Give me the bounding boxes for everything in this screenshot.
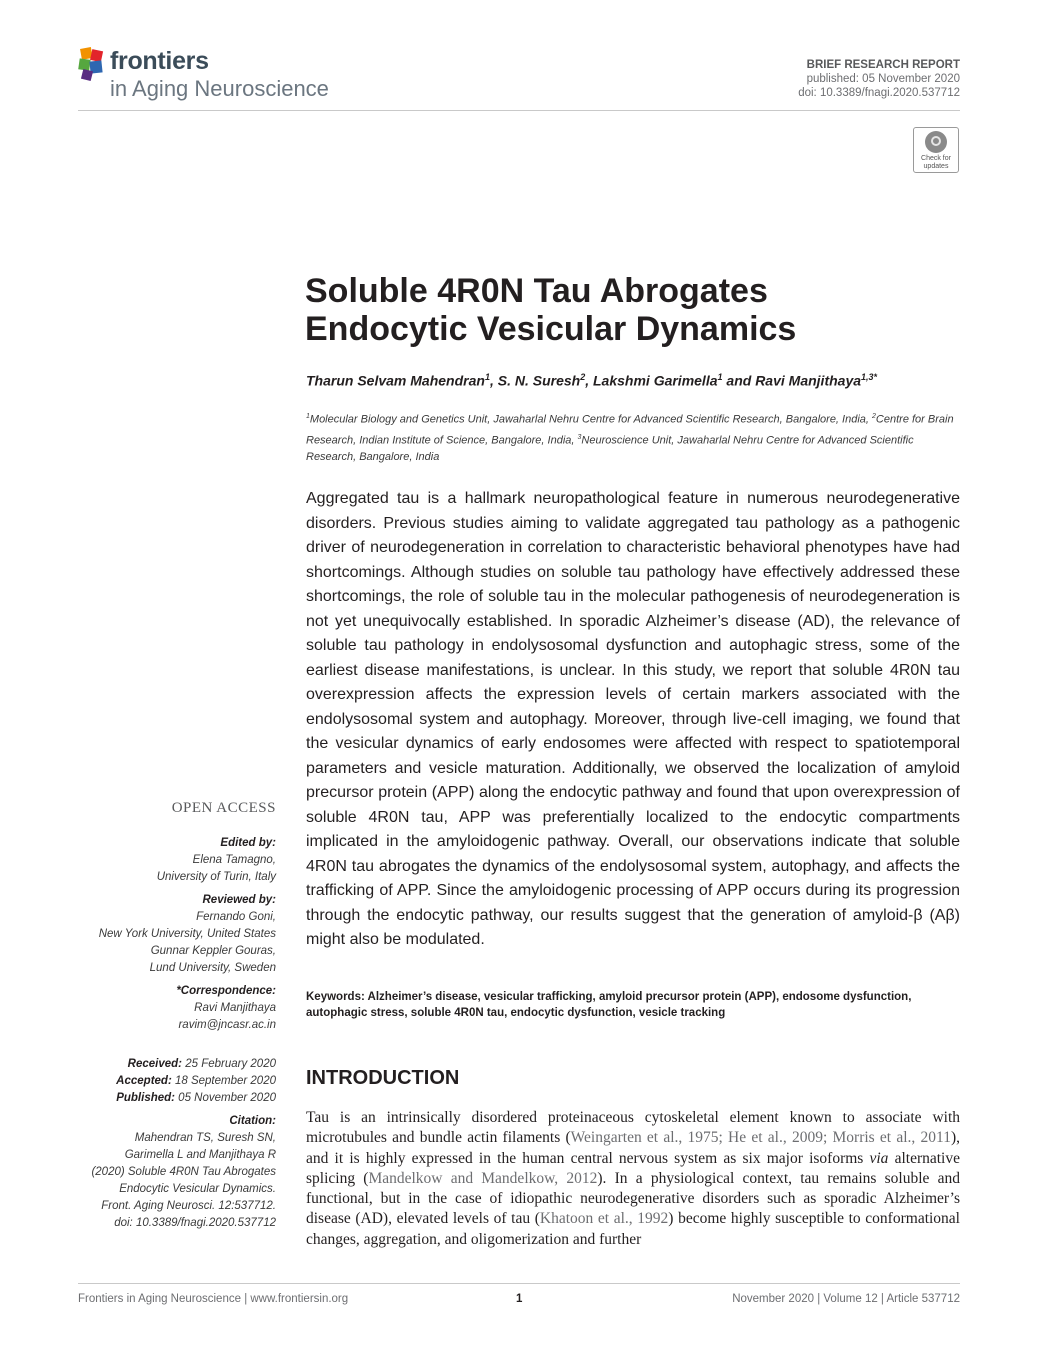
edited-by-label: Edited by: [220,837,276,849]
citation-link[interactable]: Mandelkow and Mandelkow, 2012 [368,1169,598,1187]
accepted-value: 18 September 2020 [171,1075,276,1087]
footer-issue-info: November 2020 | Volume 12 | Article 537712 [732,1293,960,1305]
citation-line: Garimella L and Manjithaya R [124,1149,276,1161]
open-access-label: OPEN ACCESS [171,800,276,816]
received-date [78,1056,276,1073]
intro-text: ), and it is highly expressed in the human central nervous system as six major isoforms [306,1129,960,1167]
affiliations [306,408,958,466]
intro-text: Tau is an intrinsically disordered proteinaceous cytoskeletal element known to associate with microtubules and bundle actin filaments ( [306,1109,960,1147]
citation-doi[interactable]: doi: 10.3389/fnagi.2020.537712 [114,1217,276,1229]
footer-journal-link[interactable]: Frontiers in Aging Neuroscience | www.frontiersin.org [78,1293,349,1305]
citation-label: Citation: [229,1115,276,1127]
author-affil-sup: 1 [484,372,490,382]
correspondence-email[interactable]: ravim@jncasr.ac.in [178,1019,276,1031]
sidebar-editorial [78,835,276,1232]
header-divider [78,110,960,111]
received-value: 25 February 2020 [182,1058,276,1070]
published-date: published: 05 November 2020 [806,73,960,85]
affil-sup: 1 [306,413,310,420]
citation-line: (2020) Soluble 4R0N Tau Abrogates [91,1166,276,1178]
published-label: Published: [116,1092,175,1104]
received-label: Received: [127,1058,183,1070]
citation-line: Front. Aging Neurosci. 12:537712. [101,1200,276,1212]
keywords: Keywords: Alzheimer’s disease, vesicular trafficking, amyloid precursor protein (APP), endosome dysfunction, autophagic stress, soluble 4R0N tau, endocytic dysfunction, vesicle tracking [306,991,912,1019]
author-name[interactable]: Tharun Selvam Mahendran [306,372,485,389]
footer-divider [78,1283,960,1284]
correspondence-label: *Correspondence: [176,985,276,997]
article-meta-header [798,58,960,100]
citation-link[interactable]: Weingarten et al., 1975; He et al., 2009; Morris et al., 2011 [570,1129,951,1147]
intro-text: alternative splicing ( [306,1149,960,1187]
affiliation-text: Centre for Brain Research, Indian Institute of Science, Bangalore, India, [306,413,954,447]
article-type: BRIEF RESEARCH REPORT [806,59,960,71]
author-name[interactable]: and Ravi Manjithaya [722,372,862,389]
author-name[interactable]: , Lakshmi Garimella [585,372,718,389]
reviewed-by-label: Reviewed by: [202,894,276,906]
accepted-date [78,1073,276,1090]
check-updates-text-1: Check for [921,155,951,162]
published-value: 05 November 2020 [174,1092,276,1104]
author-name[interactable]: , S. N. Suresh [489,372,581,389]
citation-line: Mahendran TS, Suresh SN, [134,1132,276,1144]
title-line-1: Soluble 4R0N Tau Abrogates [305,272,768,310]
intro-text: ). In a physiological context, tau remains soluble and functional, but in the case of idiopathic neurodegenerative disorders such as sporadic Alzheimer’s disease (AD), elevated levels of tau ( [306,1169,960,1228]
frontiers-logo-icon [78,46,108,82]
intro-italic-text: via [869,1149,889,1167]
section-heading-introduction: INTRODUCTION [306,1067,460,1089]
introduction-paragraph [306,1108,960,1250]
correspondence-name: Ravi Manjithaya [194,1002,276,1014]
reviewer-name[interactable]: Fernando Goni, [196,911,276,923]
author-affil-sup: 2 [580,372,586,382]
reviewer-name[interactable]: Gunnar Keppler Gouras, [150,945,276,957]
doi-link[interactable]: doi: 10.3389/fnagi.2020.537712 [798,87,960,99]
reviewer-affiliation: Lund University, Sweden [149,962,276,974]
abstract: Aggregated tau is a hallmark neuropathological feature in numerous neurodegenerative disorders. Previous studies aiming to validate aggregated tau pathology as a pathogenic driver of neurodegeneration in correlation to characteristic behavioral phenotypes have had shortcomings. Although studies on soluble tau pathology have effectively addressed these shortcomings, the role of soluble tau in the molecular pathogenesis of neurodegeneration is not yet unequivocally established. In sporadic Alzheimer’s disease (AD), the relevance of soluble tau pathology in endolysosomal dysfunction and autophagic stress, some of the earliest disease manifestations, is unclear. In this study, we report that soluble 4R0N tau overexpression affects the expression levels of certain markers associated with the endolysosomal system and autophagy. Moreover, through live-cell imaging, we found that the vesicular dynamics of early endosomes were affected with respect to spatiotemporal parameters and vesicle maturation. Additionally, we observed the localization of amyloid precursor protein (APP) along the endocytic pathway and found that upon overexpression of soluble 4R0N tau, APP was preferentially localized to the endocytic compartments implicated in the amyloidogenic pathway. Overall, our observations indicate that soluble 4R0N tau abrogates the dynamics of the endolysosomal system, autophagy, and affects the trafficking of APP. Since the amyloidogenic processing of APP occurs during its progression through the endocytic pathway, our results suggest that the generation of amyloid-β (Aβ) might also be modulated. [306,490,960,948]
journal-logo[interactable] [78,44,358,114]
editor-name[interactable]: Elena Tamagno, [192,854,276,866]
intro-text: ) become highly susceptible to conformational changes, aggregation, and oligomerization and further [306,1210,960,1248]
check-updates-text-2: updates [923,163,949,170]
editor-affiliation: University of Turin, Italy [156,871,276,883]
affil-sup: 3 [577,433,582,441]
journal-name: in Aging Neuroscience [110,76,329,101]
affiliation-text: Molecular Biology and Genetics Unit, Jawaharlal Nehru Centre for Advanced Scientific Research, Bangalore, India, [309,413,873,426]
article-title [305,272,945,348]
title-line-2: Endocytic Vesicular Dynamics [305,310,797,348]
author-list [306,372,877,389]
page-number: 1 [516,1293,523,1305]
crossmark-icon [925,131,947,153]
reviewer-affiliation: New York University, United States [98,928,276,940]
published-date-side [78,1090,276,1107]
affiliation-text: Neuroscience Unit, Jawaharlal Nehru Centre for Advanced Scientific Research, Bangalore, India [306,434,914,464]
author-affil-sup: 1 [717,372,723,382]
affil-sup: 2 [872,413,876,420]
citation-link[interactable]: Khatoon et al., 1992 [539,1210,669,1228]
citation-line: Endocytic Vesicular Dynamics. [119,1183,276,1195]
check-for-updates-badge[interactable] [913,127,959,173]
author-affil-sup: 1,3* [861,372,878,382]
accepted-label: Accepted: [116,1075,172,1087]
brand-name: frontiers [110,47,209,75]
